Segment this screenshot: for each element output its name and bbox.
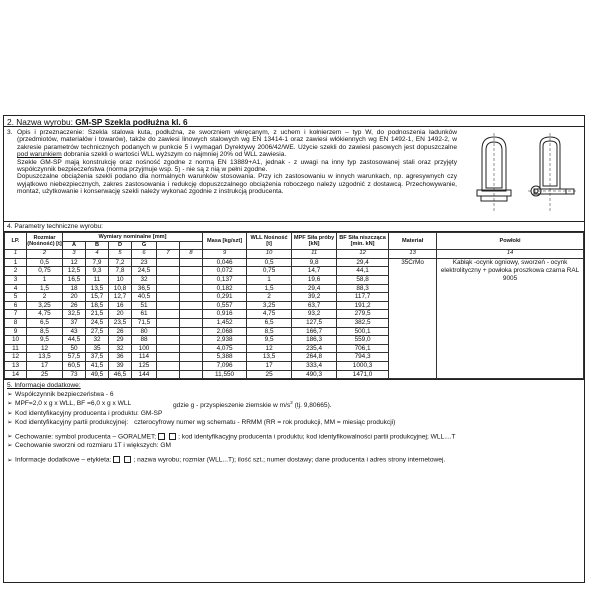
table-cell: 7 [5, 310, 27, 319]
table-cell [180, 275, 203, 284]
table-cell: 127,5 [292, 318, 337, 327]
header-lp: LP. [5, 233, 27, 250]
table-cell: 15,7 [86, 293, 109, 302]
section-3-number: 3. [7, 129, 13, 136]
table-cell [180, 293, 203, 302]
info-safety-factor: ➢ Współczynnik bezpieczeństwa - 6 [7, 391, 114, 399]
table-cell: 1 [5, 258, 27, 267]
table-cell: 4 [5, 284, 27, 293]
table-cell: 44,5 [63, 336, 86, 345]
index-cell: 11 [292, 250, 337, 259]
table-cell: 4,75 [247, 310, 292, 319]
table-cell: 39 [109, 361, 132, 370]
table-cell: 0,916 [203, 310, 247, 319]
table-cell: 7,2 [109, 258, 132, 267]
table-cell: 9,5 [247, 336, 292, 345]
table-cell: 166,7 [292, 327, 337, 336]
table-cell [180, 258, 203, 267]
table-cell: 1 [247, 275, 292, 284]
table-cell: 0,137 [203, 275, 247, 284]
table-body [5, 250, 584, 379]
header-b: B [86, 241, 109, 250]
table-cell: 80 [132, 327, 157, 336]
info-label: ➢ Informacje dodatkowe – etykieta: ; nazwa wyrobu; rozmiar (WLL...T); ilość szt.; numer dostawy; dane producenta i adres strony internetowej. [7, 456, 446, 464]
table-cell [157, 284, 180, 293]
shackle-drawing [470, 133, 580, 217]
table-cell: 264,8 [292, 353, 337, 362]
header-d: D [109, 241, 132, 250]
table-cell: 10 [5, 336, 27, 345]
table-cell: 2,068 [203, 327, 247, 336]
table-cell: 41,5 [86, 361, 109, 370]
table-cell: 0,5 [27, 258, 63, 267]
bullet-arrow-icon: ➢ [7, 433, 13, 441]
table-cell [180, 344, 203, 353]
table-cell: 17 [27, 361, 63, 370]
table-cell: 11 [86, 275, 109, 284]
table-cell: 0,182 [203, 284, 247, 293]
table-cell: 2 [5, 267, 27, 276]
table-cell: 7,096 [203, 361, 247, 370]
table-cell: 12 [247, 344, 292, 353]
table-cell: 29,4 [337, 258, 389, 267]
table-cell: 9,8 [292, 258, 337, 267]
header-wll: WLL Nośność [t] [247, 233, 292, 250]
table-cell: 40,5 [132, 293, 157, 302]
table-cell: 23,5 [109, 318, 132, 327]
table-cell [157, 361, 180, 370]
table-cell [157, 301, 180, 310]
table-cell: 144 [132, 370, 157, 379]
table-cell: 13 [5, 361, 27, 370]
description-paragraph-2: Szekle GM-SP mają konstrukcję oraz nośność zgodne z normą EN 13889+A1, jednak - z uwagi na inny typ zastosowanej stali oraz przyjęty współczynnik bezpieczeństwa (norma przyjmuje wsp. 5) - nie są z nią w pełni zgodne. [17, 158, 457, 173]
table-cell: 490,3 [292, 370, 337, 379]
table-cell [157, 310, 180, 319]
table-cell: 36,5 [132, 284, 157, 293]
table-cell: 57,5 [63, 353, 86, 362]
section-5-title: 5. Informacje dodatkowe: [7, 382, 81, 390]
table-cell: 32 [86, 336, 109, 345]
index-cell: 4 [86, 250, 109, 259]
table-cell: 0,75 [247, 267, 292, 276]
table-cell: 9 [5, 327, 27, 336]
table-cell: 235,4 [292, 344, 337, 353]
info-marking: ➢ Cechowanie: symbol producenta – GORALMET; ; kod identyfikacyjny producenta i produktu; kod identyfikowalności partii produkcyjnej; WLL....T [7, 433, 456, 441]
header-mpf: MPF Siła próby [kN] [292, 233, 337, 250]
table-cell: 37,5 [86, 353, 109, 362]
table-cell: 0,072 [203, 267, 247, 276]
table-cell: 39,2 [292, 293, 337, 302]
table-cell: 63,7 [292, 301, 337, 310]
index-cell: 8 [180, 250, 203, 259]
table-cell: 50 [63, 344, 86, 353]
table-cell: 4,75 [27, 310, 63, 319]
table-cell [157, 370, 180, 379]
section-4-title: 4. Parametry techniczne wyrobu: [4, 222, 584, 232]
table-cell: 4,075 [203, 344, 247, 353]
underlined-condition: pod warunkiem [17, 151, 62, 159]
table-cell: 794,3 [337, 353, 389, 362]
index-cell: 1 [5, 250, 27, 259]
ce-mark-box-icon [158, 433, 165, 440]
table-cell: 1000,3 [337, 361, 389, 370]
table-cell: 2 [247, 293, 292, 302]
description-text [17, 129, 457, 195]
table-cell: 8 [5, 318, 27, 327]
table-cell: 0,5 [247, 258, 292, 267]
table-cell: 32,5 [63, 310, 86, 319]
table-cell: 125 [132, 361, 157, 370]
table-cell: 191,2 [337, 301, 389, 310]
ce-mark-box-icon [169, 433, 176, 440]
table-cell [180, 370, 203, 379]
table-cell: 9,5 [27, 336, 63, 345]
table-cell: 35 [86, 344, 109, 353]
section-2-product-name [4, 116, 584, 127]
table-cell: 24,5 [132, 267, 157, 276]
table-cell: 23 [132, 258, 157, 267]
table-index-row [5, 250, 584, 259]
ce-mark-box-icon [124, 456, 131, 463]
table-cell: 1,452 [203, 318, 247, 327]
table-cell: 7,9 [86, 258, 109, 267]
table-cell: 3,25 [27, 301, 63, 310]
table-cell: 500,1 [337, 327, 389, 336]
table-cell: 14,7 [292, 267, 337, 276]
table-cell: 12 [63, 258, 86, 267]
table-cell: 11,550 [203, 370, 247, 379]
header-coating: Powłoki [437, 233, 584, 250]
section-2-number: 2. [7, 117, 14, 127]
index-cell: 12 [337, 250, 389, 259]
table-cell: 29 [109, 336, 132, 345]
ce-mark-box-icon [113, 456, 120, 463]
table-cell: 7,8 [109, 267, 132, 276]
product-sheet [3, 115, 585, 583]
table-cell: 16,5 [63, 275, 86, 284]
table-cell: 706,1 [337, 344, 389, 353]
table-cell: 73 [63, 370, 86, 379]
table-cell: 6,5 [27, 318, 63, 327]
table-cell: 1,5 [247, 284, 292, 293]
table-cell [180, 310, 203, 319]
table-cell: 13,5 [27, 353, 63, 362]
table-cell: 43 [63, 327, 86, 336]
table-cell [157, 327, 180, 336]
table-cell: 8,5 [27, 327, 63, 336]
table-cell: 88,3 [337, 284, 389, 293]
table-cell: 6,5 [247, 318, 292, 327]
table-cell: 117,7 [337, 293, 389, 302]
table-cell: 0,557 [203, 301, 247, 310]
table-cell: 27,5 [86, 327, 109, 336]
table-cell: 12,7 [109, 293, 132, 302]
table-cell [157, 318, 180, 327]
index-cell: 14 [437, 250, 584, 259]
table-cell: 20 [63, 293, 86, 302]
table-cell: 3 [5, 275, 27, 284]
description-paragraph-1: Opis i przeznaczenie: Szekla stalowa kuta, podłużna, ze sworzniem wkręcanym, z uchem i kołnierzem – typ W, do podnoszenia ładunków (przedmiotów, materiałów i towarów), także do zawiesi linowych stalowych wg EN 13414-1 oraz zawiesi włókiennych wg EN 1492-1, EN 1492-2, w zakresie parametrów technicznych podanych w punkcie 5 i wymagań Dyrektywy 2006/42/WE. Użycie szekli do zawiesi pasowych jest dopuszczalne pod warunkiem dobrania szekli o wartości WLL wyższym co najmniej 20% od WLL zawiesia. [17, 129, 457, 159]
bullet-arrow-icon: ➢ [7, 442, 13, 450]
table-cell: 9,3 [86, 267, 109, 276]
table-cell: 24,5 [86, 318, 109, 327]
info-batch-code: ➢ Kod identyfikacyjny partii produkcyjnej: czterocyfrowy numer wg schematu - RRMM (RR = rok produkcji, MM = miesiąc produkcji) [7, 418, 396, 426]
table-cell: 13,5 [86, 284, 109, 293]
coating-cell: Kabłąk -ocynk ogniowy, sworzeń - ocynk elektrolityczny + powłoka proszkowa czarna RAL 9005 [437, 258, 584, 378]
table-cell [180, 327, 203, 336]
bullet-arrow-icon: ➢ [7, 409, 13, 417]
bullet-arrow-icon: ➢ [7, 400, 13, 408]
table-cell [180, 267, 203, 276]
header-bf: BF Siła niszcząca [min. kN] [337, 233, 389, 250]
table-cell [157, 344, 180, 353]
header-empty-2 [180, 241, 203, 250]
section-3-description [4, 127, 584, 222]
table-cell: 32 [109, 344, 132, 353]
table-cell: 186,3 [292, 336, 337, 345]
table-cell: 5,388 [203, 353, 247, 362]
index-cell: 5 [109, 250, 132, 259]
table-cell: 46,5 [109, 370, 132, 379]
material-cell: 35CrMo [389, 258, 437, 378]
info-formulas: ➢ MPF=2,0 x g x WLL, BF =6,0 x g x WLL gdzie g - przyspieszenie ziemskie w $m/s^2$ (tj. 9,80665). [7, 400, 332, 410]
table-cell: 6 [5, 301, 27, 310]
table-cell: 26 [109, 327, 132, 336]
parameters-table [4, 232, 584, 379]
table-cell: 25 [27, 370, 63, 379]
header-empty-1 [157, 241, 180, 250]
table-cell: 18,5 [86, 301, 109, 310]
section-5-additional-info [4, 379, 584, 465]
table-cell: 333,4 [292, 361, 337, 370]
table-cell: 58,8 [337, 275, 389, 284]
table-cell: 10 [109, 275, 132, 284]
product-name: GM-SP Szekla podłużna kl. 6 [75, 117, 188, 127]
table-cell: 12 [27, 344, 63, 353]
description-paragraph-3: Dopuszczalne obciążenia szekli podano dla normalnych warunków stosowania. Przy ich zastosowaniu w innych warunkach, np. agresywnych czy wyjątkowo niebezpiecznych, zakres zastosowania i redukcję dopuszczalnego obciążenia roboczego należy uzgodnić z dostawcą. Przechowywanie, montaż, użytkowanie i konserwację szekli należy wykonać zgodnie z instrukcją producenta. [17, 173, 457, 195]
bullet-arrow-icon: ➢ [7, 418, 13, 426]
table-cell [180, 353, 203, 362]
table-cell: 29,4 [292, 284, 337, 293]
table-cell: 2,938 [203, 336, 247, 345]
table-cell: 12 [5, 353, 27, 362]
table-cell: 13,5 [247, 353, 292, 362]
header-mass: Masa [kg/szt] [203, 233, 247, 250]
table-cell: 11 [5, 344, 27, 353]
header-a: A [63, 241, 86, 250]
table-cell: 37 [63, 318, 86, 327]
table-cell: 93,2 [292, 310, 337, 319]
table-cell: 44,1 [337, 267, 389, 276]
table-cell: 10,8 [109, 284, 132, 293]
table-cell: 51 [132, 301, 157, 310]
table-cell: 8,5 [247, 327, 292, 336]
table-cell [157, 293, 180, 302]
table-cell: 19,6 [292, 275, 337, 284]
table-cell: 279,5 [337, 310, 389, 319]
table-cell: 3,25 [247, 301, 292, 310]
info-pin-marking: ➢ Cechowanie sworzni od rozmiaru 1T i większych: GM [7, 442, 171, 450]
table-cell: 382,5 [337, 318, 389, 327]
table-cell: 1 [27, 275, 63, 284]
table-cell: 0,75 [27, 267, 63, 276]
table-cell: 0,046 [203, 258, 247, 267]
table-cell: 16 [109, 301, 132, 310]
index-cell: 6 [132, 250, 157, 259]
table-cell: 36 [109, 353, 132, 362]
table-cell: 2 [27, 293, 63, 302]
table-cell: 5 [5, 293, 27, 302]
header-g: G [132, 241, 157, 250]
index-cell: 9 [203, 250, 247, 259]
table-cell: 18 [63, 284, 86, 293]
table-cell: 559,0 [337, 336, 389, 345]
table-cell: 21,5 [86, 310, 109, 319]
bullet-arrow-icon: ➢ [7, 456, 13, 464]
table-cell: 1,5 [27, 284, 63, 293]
table-cell: 60,5 [63, 361, 86, 370]
table-cell: 100 [132, 344, 157, 353]
table-cell: 0,291 [203, 293, 247, 302]
index-cell: 7 [157, 250, 180, 259]
table-cell [157, 267, 180, 276]
index-cell: 3 [63, 250, 86, 259]
header-dimensions: Wymiary nominalne [mm] [63, 233, 203, 242]
table-cell [180, 336, 203, 345]
table-header-row-1 [5, 233, 584, 242]
table-cell: 25 [247, 370, 292, 379]
table-cell: 49,5 [86, 370, 109, 379]
table-cell [180, 361, 203, 370]
header-size: Rozmiar (Nośność) [t] [27, 233, 63, 250]
table-cell: 12,5 [63, 267, 86, 276]
table-cell: 17 [247, 361, 292, 370]
table-cell [157, 336, 180, 345]
index-cell: 2 [27, 250, 63, 259]
table-cell: 14 [5, 370, 27, 379]
table-cell [157, 275, 180, 284]
info-product-code: ➢ Kod identyfikacyjny producenta i produktu: GM-SP [7, 409, 163, 417]
bullet-arrow-icon: ➢ [7, 391, 13, 399]
table-cell [180, 318, 203, 327]
table-cell [180, 284, 203, 293]
section-2-label: Nazwa wyrobu: [16, 117, 73, 127]
table-row [5, 258, 584, 267]
table-cell: 26 [63, 301, 86, 310]
table-cell: 88 [132, 336, 157, 345]
table-cell [157, 353, 180, 362]
table-cell: 61 [132, 310, 157, 319]
index-cell: 10 [247, 250, 292, 259]
table-cell: 1471,0 [337, 370, 389, 379]
table-cell [157, 258, 180, 267]
header-material: Materiał [389, 233, 437, 250]
table-cell: 114 [132, 353, 157, 362]
table-cell: 32 [132, 275, 157, 284]
table-cell: 71,5 [132, 318, 157, 327]
index-cell: 13 [389, 250, 437, 259]
table-cell [180, 301, 203, 310]
table-cell: 20 [109, 310, 132, 319]
